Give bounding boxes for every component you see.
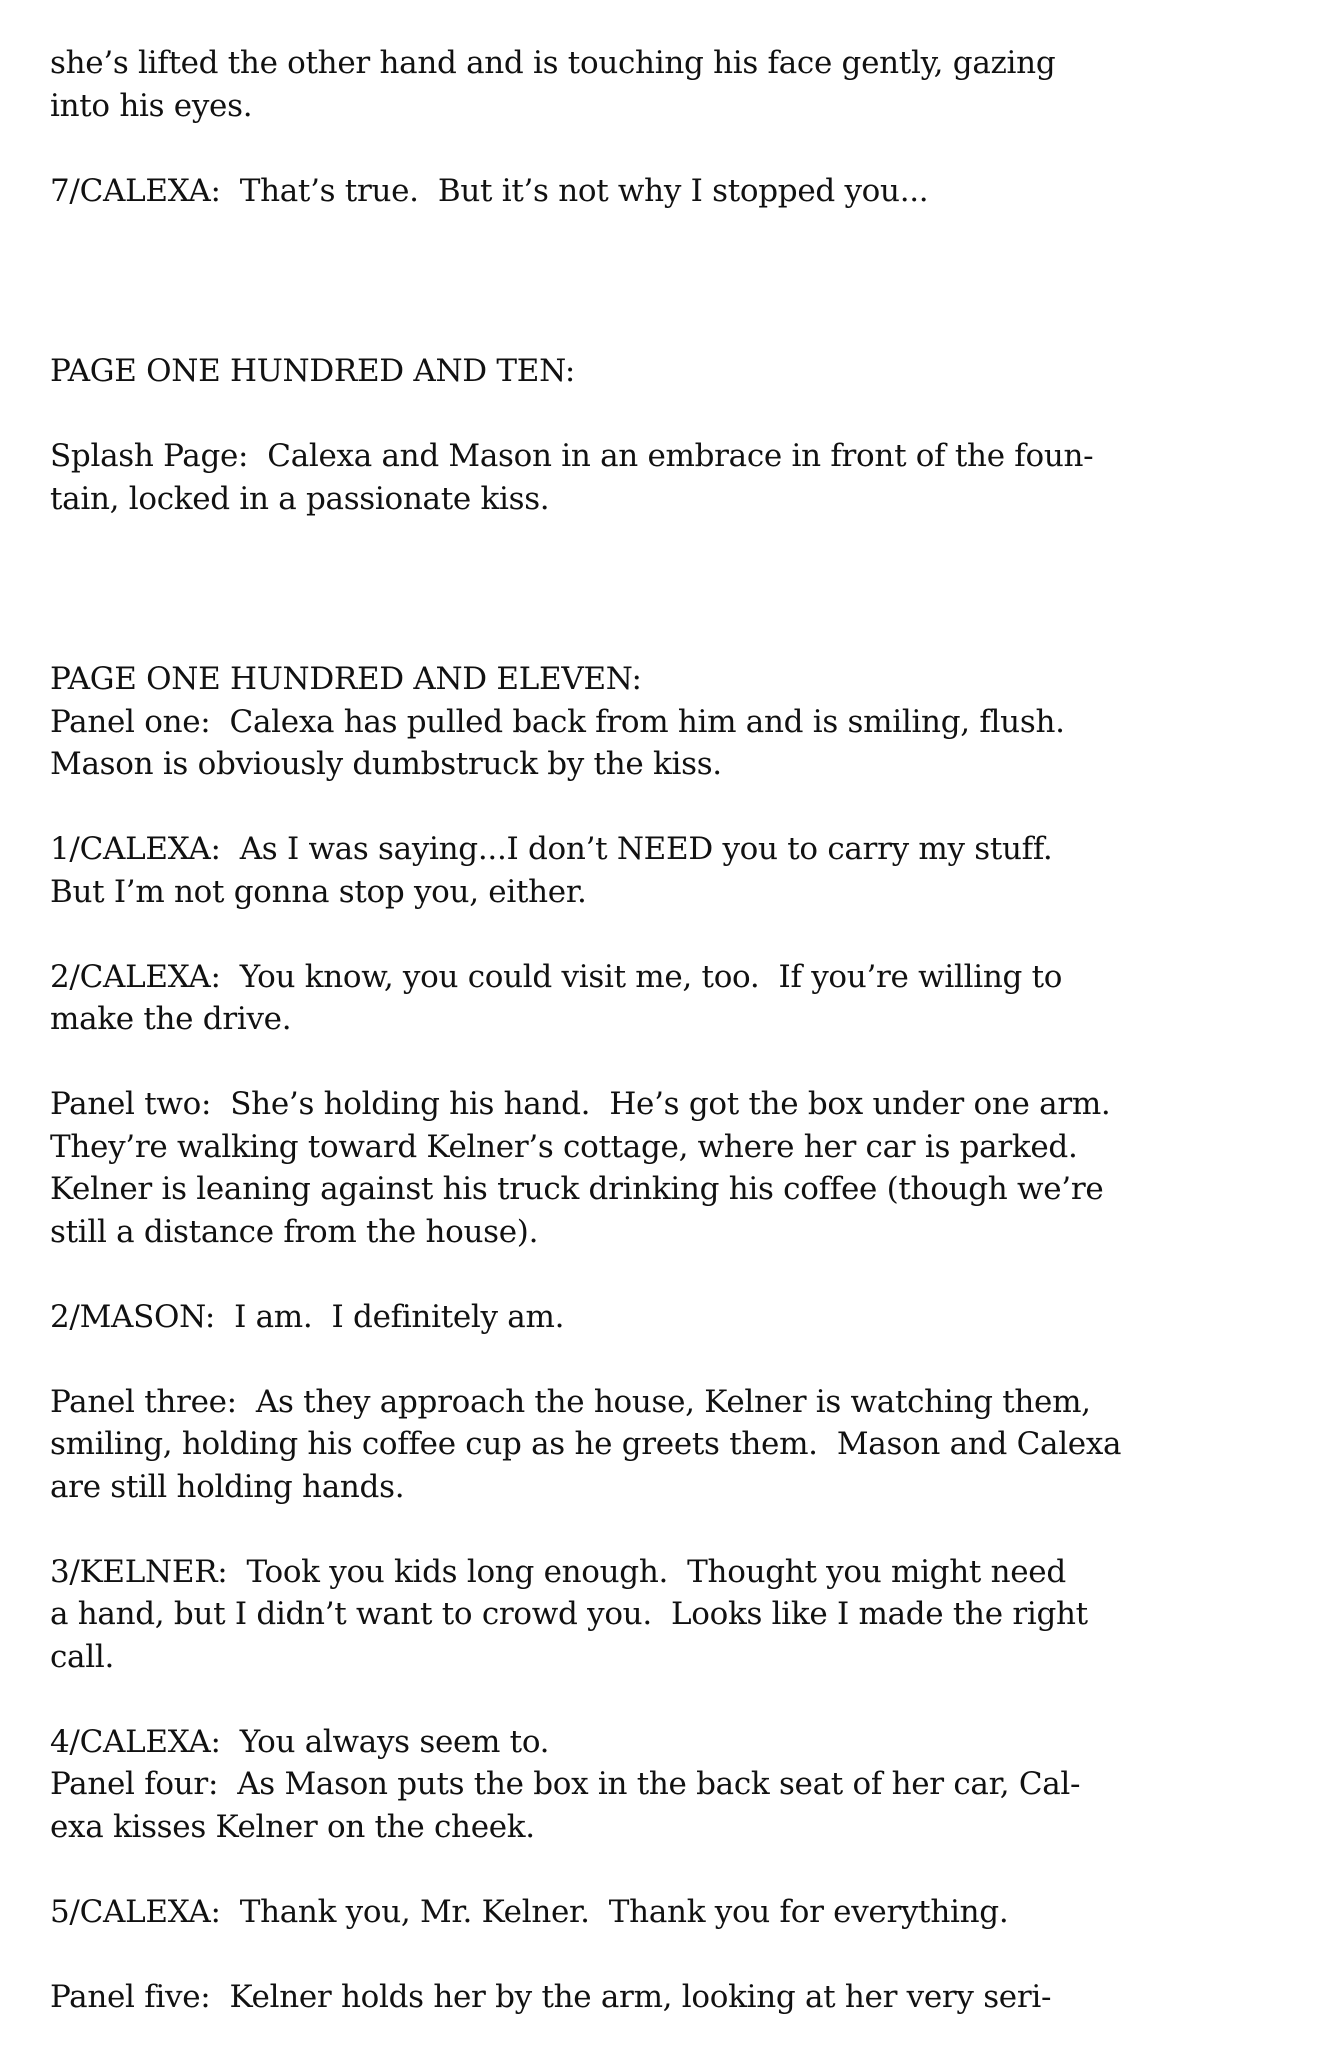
panel-description: exa kisses Kelner on the cheek. <box>50 1808 535 1845</box>
dialogue-line: call. <box>50 1638 115 1675</box>
panel-description: Panel three: As they approach the house, Kelner is watching them, <box>50 1383 1091 1420</box>
panel-description: still a distance from the house). <box>50 1213 539 1250</box>
dialogue-line: a hand, but I didn’t want to crowd you. Looks like I made the right <box>50 1596 1088 1632</box>
panel-description: Kelner is leaning against his truck drinking his coffee (though we’re <box>50 1171 1104 1207</box>
panel-description: Panel four: As Mason puts the box in the back seat of her car, Cal- <box>50 1766 1081 1802</box>
panel-description: Panel five: Kelner holds her by the arm, looking at her very seri- <box>50 1978 1052 2015</box>
text-line: into his eyes. <box>50 87 253 124</box>
page-heading: PAGE ONE HUNDRED AND ELEVEN: <box>50 661 642 697</box>
panel-description: are still holding hands. <box>50 1468 405 1505</box>
panel-description: Panel one: Calexa has pulled back from him and is smiling, flush. <box>50 703 1065 740</box>
dialogue-line: 2/CALEXA: You know, you could visit me, too. If you’re willing to <box>50 958 1063 995</box>
panel-description: Splash Page: Calexa and Mason in an embrace in front of the foun- <box>50 438 1094 474</box>
panel-description: They’re walking toward Kelner’s cottage, where her car is parked. <box>50 1128 1078 1165</box>
dialogue-line: 4/CALEXA: You always seem to. <box>50 1723 550 1760</box>
script-page <box>50 42 1280 2018</box>
text-line: she’s lifted the other hand and is touching his face gently, gazing <box>50 45 1056 81</box>
panel-description: tain, locked in a passionate kiss. <box>50 480 550 517</box>
dialogue-line: 1/CALEXA: As I was saying...I don’t NEED you to carry my stuff. <box>50 831 1053 867</box>
dialogue-line: 5/CALEXA: Thank you, Mr. Kelner. Thank you for everything. <box>50 1893 1009 1930</box>
panel-description: Mason is obviously dumbstruck by the kiss. <box>50 746 722 782</box>
dialogue-line: But I’m not gonna stop you, either. <box>50 873 587 910</box>
dialogue-line: make the drive. <box>50 1001 292 1037</box>
dialogue-line: 2/MASON: I am. I definitely am. <box>50 1298 565 1335</box>
panel-description: smiling, holding his coffee cup as he greets them. Mason and Calexa <box>50 1426 1122 1462</box>
panel-description: Panel two: She’s holding his hand. He’s got the box under one arm. <box>50 1086 1111 1122</box>
page-heading: PAGE ONE HUNDRED AND TEN: <box>50 353 575 389</box>
dialogue-line: 7/CALEXA: That’s true. But it’s not why I stopped you... <box>50 172 929 209</box>
dialogue-line: 3/KELNER: Took you kids long enough. Thought you might need <box>50 1553 1066 1590</box>
